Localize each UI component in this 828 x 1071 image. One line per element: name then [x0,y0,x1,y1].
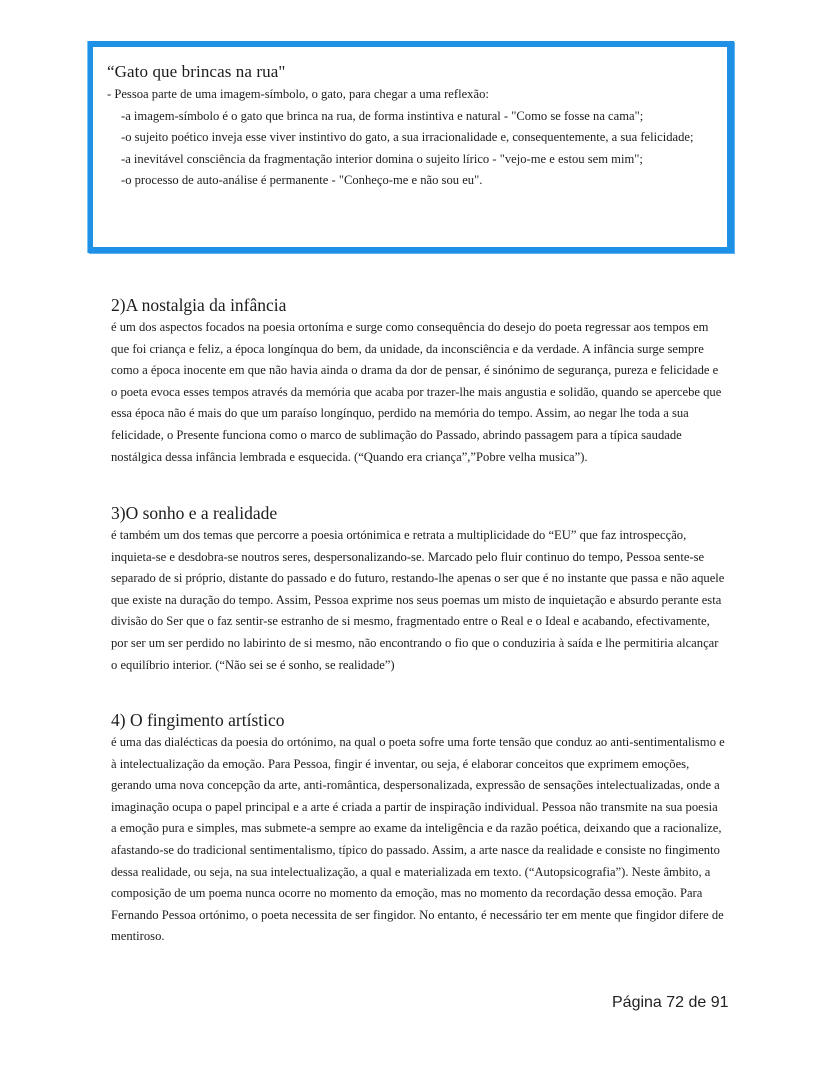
box-title: “Gato que brincas na rua" [107,62,286,81]
box-line: -o sujeito poético inveja esse viver instintivo do gato, a sua irracionalidade e, consequentemente, a sua felicidade; [121,130,694,144]
box-line: -o processo de auto-análise é permanente - "Conheço-me e não sou eu". [121,173,483,187]
section-artistic-pretense [111,709,726,948]
highlight-box [88,41,734,253]
section-body: é um dos aspectos focados na poesia ortoníma e surge como consequência do desejo do poeta regressar aos tempos em que foi criança e feliz, a época longínqua do bem, da unidade, da inconsciência e da verdade. A infância surge sempre como a época inocente em que não havia ainda o drama da dor de pensar, é sinónimo de segurança, pureza e felicidade e o poeta evoca esses tempos através da memória que acaba por trazer-lhe mais angustia e solidão, quando se apercebe que essa época não é mais do que um paraíso longínquo, perdido na memória do tempo. Assim, ao negar lhe toda a sua felicidade, o Presente funciona como o marco de sublimação do Passado, abrindo passagem para a típica saudade nostálgica dessa infância lembrada e esquecida. (“Quando era criança”,”Pobre velha musica”). [111,320,722,464]
section-heading: 4) O fingimento artístico [111,710,285,730]
highlight-box-content [107,61,715,192]
section-heading: 3)O sonho e a realidade [111,503,278,523]
page-number: Página 72 de 91 [612,994,729,1011]
box-line: - Pessoa parte de uma imagem-símbolo, o gato, para chegar a uma reflexão: [107,87,489,101]
section-body: é uma das dialécticas da poesia do ortónimo, na qual o poeta sofre uma forte tensão que conduz ao anti-sentimentalismo e à intelectualização da emoção. Para Pessoa, fingir é inventar, ou seja, é elaborar conceitos que exprimem emoções, gerando uma nova concepção da arte, anti-romântica, despersonalizada, expressão de sensações intelectualizadas, onde a imaginação ocupa o papel principal e a arte é criada a partir de inspiração individual. Pessoa não transmite na sua poesia a emoção pura e simples, mas submete-a sempre ao exame da inteligência e da razão poética, deixando que a racionalize, afastando-se do tradicional sentimentalismo, típico do passado. Assim, a arte nasce da realidade e consiste no fingimento dessa realidade, ou seja, na sua intelectualização, a qual e materializada em texto. (“Autopsicografia”). Neste âmbito, a composição de um poema nunca ocorre no momento da emoção, mas no momento da recordação dessa emoção. Para Fernando Pessoa ortónimo, o poeta necessita de ser fingidor. No entanto, é necessário ter em mente que fingidor difere de mentiroso. [111,735,725,944]
box-line: -a inevitável consciência da fragmentação interior domina o sujeito lírico - "vejo-me e estou sem mim"; [121,151,643,166]
section-nostalgia [111,294,726,468]
section-dream-reality [111,502,726,676]
section-body: é também um dos temas que percorre a poesia ortónimica e retrata a multiplicidade do “EU” que faz introspecção, inquieta-se e desdobra-se noutros seres, despersonalizando-se. Marcado pelo fluir continuo do tempo, Pessoa sente-se separado de si próprio, distante do passado e do futuro, restando-lhe apenas o ser que é no instante que passa e não aquele que existe na duração do tempo. Assim, Pessoa exprime nos seus poemas um misto de inquietação e absurdo perante esta divisão do Ser que o faz sentir-se estranho de si mesmo, fragmentado entre o Real e o Ideal e acabando, efectivamente, por ser um ser perdido no labirinto de si mesmo, não encontrando o fio que o conduziria à saída e lhe permitiria alcançar o equilíbrio interior. (“Não sei se é sonho, se realidade”) [111,528,725,672]
section-heading: 2)A nostalgia da infância [111,295,287,315]
box-line: -a imagem-símbolo é o gato que brinca na rua, de forma instintiva e natural - "Como se fosse na cama"; [121,108,644,123]
